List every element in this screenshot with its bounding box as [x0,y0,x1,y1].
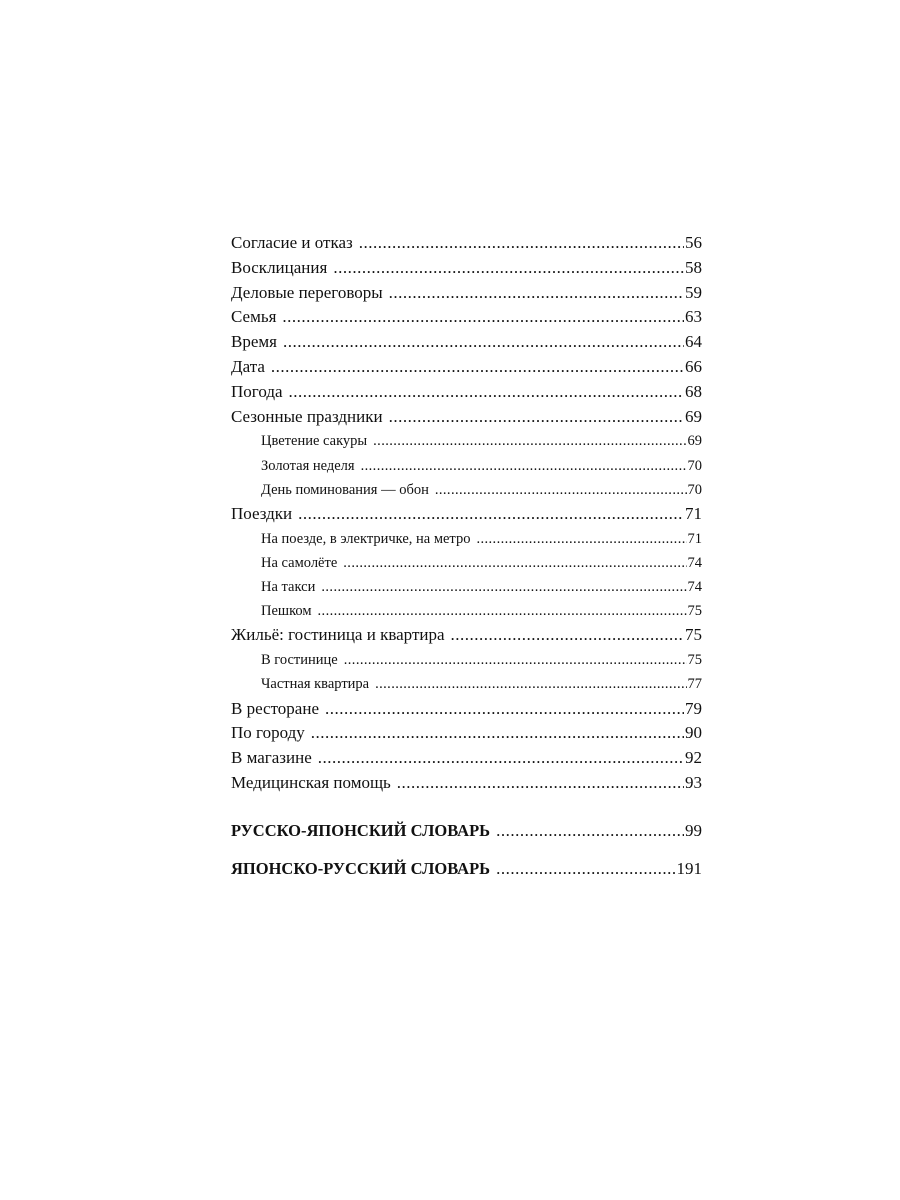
toc-entry-page: 70 [687,481,702,498]
toc-entry-sezonnye-prazdniki[interactable] [231,405,702,430]
toc-major-yaponsko-russkiy[interactable] [231,854,702,884]
toc-subentry-zolotaya-nedelya[interactable] [231,454,702,478]
dot-leader [373,429,686,453]
toc-entry-page: 79 [685,698,702,718]
toc-entry-vremya[interactable] [231,330,702,355]
toc-entry-page: 69 [687,433,702,450]
toc-entry-page: 74 [687,554,702,571]
toc-entry-title: В магазине [231,748,312,768]
toc-entry-title: Время [231,332,277,352]
toc-entry-page: 77 [687,676,702,693]
toc-entry-soglasie[interactable] [231,231,702,256]
toc-entry-page: 75 [687,652,702,669]
toc-entry-title: Деловые переговоры [231,282,383,302]
toc-entry-title: Жильё: гостиница и квартира [231,625,445,645]
toc-entry-zhilyo[interactable] [231,623,702,648]
toc-entry-title: Частная квартира [261,676,370,693]
toc-entry-title: Погода [231,381,283,401]
toc-entry-page: 69 [685,406,702,426]
toc-entry-page: 71 [687,530,702,547]
dot-leader [298,502,684,527]
toc-entry-page: 75 [687,603,702,620]
toc-entry-page: 74 [687,579,702,596]
toc-subentry-peshkom[interactable] [231,599,702,623]
dot-leader [282,305,684,330]
toc-entry-title: На поезде, в электричке, на метро [261,530,471,547]
dot-leader [343,551,686,575]
toc-entry-vosklitsaniya[interactable] [231,256,702,281]
dot-leader [318,746,684,771]
toc-entry-title: В гостинице [261,652,338,669]
toc-major-title: РУССКО-ЯПОНСКИЙ СЛОВАРЬ [231,820,491,840]
section-spacer [231,796,702,816]
dot-leader [289,380,684,405]
dot-leader [271,355,684,380]
toc-subentry-na-taksi[interactable] [231,575,702,599]
toc-entry-delovye-peregovory[interactable] [231,281,702,306]
toc-entry-title: Пешком [261,603,312,620]
dot-leader [283,330,684,355]
toc-major-page: 99 [685,820,702,840]
toc-entry-title: Золотая неделя [261,457,355,474]
toc-entry-page: 56 [685,233,702,252]
toc-entry-page: 64 [685,332,702,352]
dot-leader [435,478,687,502]
toc-entry-page: 59 [685,282,702,302]
toc-entry-page: 66 [685,356,702,376]
toc-subentry-v-gostinitse[interactable] [231,648,702,672]
toc-entry-title: День поминования — обон [261,481,429,498]
toc-entry-title: Семья [231,307,277,327]
toc-entry-page: 93 [685,773,702,793]
dot-leader [375,672,686,696]
dot-leader [344,648,687,672]
dot-leader [318,599,687,623]
toc-entry-title: Дата [231,356,265,376]
dot-leader [321,575,686,599]
dot-leader [361,454,687,478]
toc-entry-title: В ресторане [231,698,319,718]
toc-entry-v-restorane[interactable] [231,697,702,722]
toc-major-page: 191 [676,858,702,878]
dot-leader [451,623,684,648]
toc-subentry-den-pominovaniya[interactable] [231,478,702,502]
dot-leader [389,281,684,306]
toc-entry-page: 58 [685,257,702,277]
dot-leader [496,816,684,846]
toc-entry-semya[interactable] [231,305,702,330]
toc-entry-pogoda[interactable] [231,380,702,405]
table-of-contents [231,231,702,884]
dot-leader [476,527,686,551]
toc-subentry-na-samolete[interactable] [231,551,702,575]
dot-leader [496,854,675,884]
dot-leader [311,721,684,746]
toc-entry-page: 71 [685,503,702,523]
toc-entry-page: 70 [687,457,702,474]
toc-entry-title: Медицинская помощь [231,773,391,793]
toc-subentry-tsvetenie-sakury[interactable] [231,429,702,453]
toc-entry-title: Согласие и отказ [231,233,353,252]
dot-leader [389,405,684,430]
toc-entry-page: 75 [685,625,702,645]
toc-entry-page: 90 [685,723,702,743]
toc-major-russko-yaponskiy[interactable] [231,816,702,846]
toc-subentry-na-poezde[interactable] [231,527,702,551]
dot-leader [397,771,684,796]
toc-entry-title: Восклицания [231,257,328,277]
toc-entry-title: По городу [231,723,305,743]
section-spacer [231,846,702,854]
dot-leader [359,231,684,256]
dot-leader [333,256,684,281]
toc-entry-data[interactable] [231,355,702,380]
toc-entry-page: 92 [685,748,702,768]
toc-entry-poezdki[interactable] [231,502,702,527]
toc-entry-title: На такси [261,579,316,596]
toc-major-title: ЯПОНСКО-РУССКИЙ СЛОВАРЬ [231,858,491,878]
dot-leader [325,697,684,722]
toc-entry-page: 68 [685,381,702,401]
toc-entry-po-gorodu[interactable] [231,721,702,746]
toc-entry-page: 63 [685,307,702,327]
toc-entry-title: Поездки [231,503,293,523]
toc-entry-title: На самолёте [261,554,338,571]
toc-entry-meditsinskaya-pomoshch[interactable] [231,771,702,796]
toc-subentry-chastnaya-kvartira[interactable] [231,672,702,696]
toc-entry-title: Цветение сакуры [261,433,368,450]
toc-entry-title: Сезонные праздники [231,406,383,426]
toc-entry-v-magazine[interactable] [231,746,702,771]
